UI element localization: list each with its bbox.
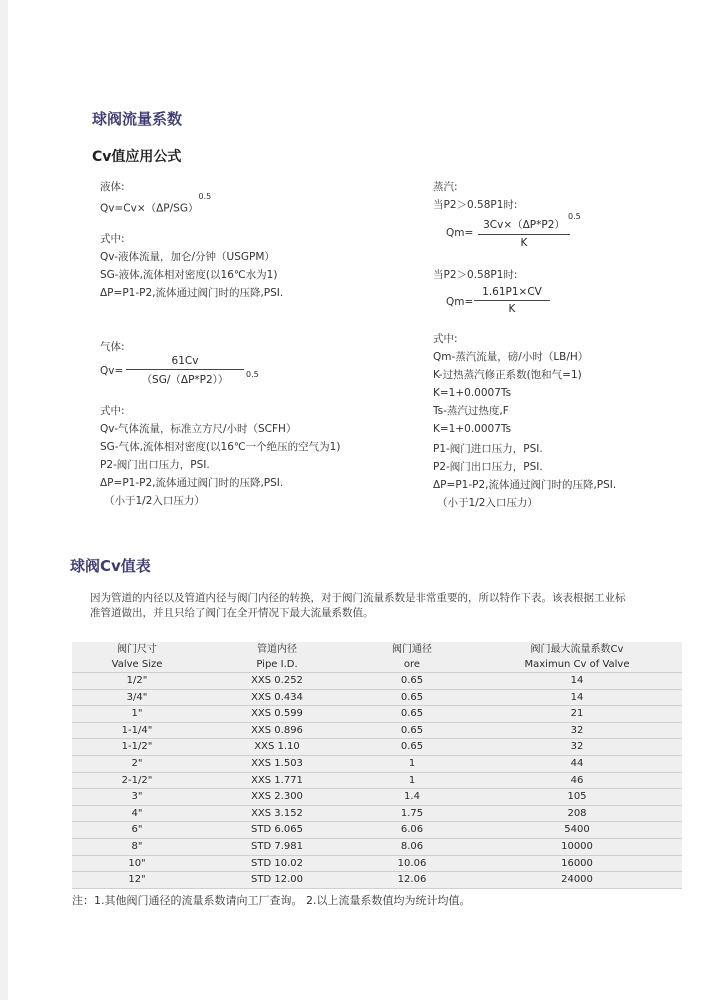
- gas-def: SG-气体,流体相对密度(以16℃一个绝压的空气为1): [100, 441, 341, 453]
- steam-formula1-numerator: 3Cv×（ΔP*P2）: [483, 219, 565, 231]
- table-cell: 10.06: [352, 855, 472, 872]
- table-cell: 4": [72, 805, 202, 822]
- table-row: [72, 772, 682, 789]
- table-row: [72, 673, 682, 690]
- column-header: ore: [352, 657, 472, 673]
- gas-def: P2-阀门出口压力，PSI.: [100, 459, 210, 471]
- table-cell: 14: [472, 689, 682, 706]
- fraction-bar: [474, 300, 550, 301]
- gas-where: 式中:: [100, 405, 125, 417]
- table-row: [72, 789, 682, 806]
- liquid-formula-text: Qv=Cv×（ΔP/SG）: [100, 202, 199, 215]
- steam-def: K=1+0.0007Ts: [433, 387, 512, 399]
- table-cell: 21: [472, 706, 682, 723]
- table-cell: STD 6.065: [202, 822, 352, 839]
- table-row: [72, 838, 682, 855]
- table-cell: 1": [72, 706, 202, 723]
- page-edge: [0, 0, 8, 1000]
- liquid-formula-exponent: 0.5: [198, 192, 212, 201]
- table-cell: 6": [72, 822, 202, 839]
- table-cell: 32: [472, 739, 682, 756]
- table-cell: XXS 0.252: [202, 673, 352, 690]
- table-cell: 8.06: [352, 838, 472, 855]
- table-cell: 24000: [472, 872, 682, 889]
- table-cell: 0.65: [352, 689, 472, 706]
- steam-formula2-lhs: Qm=: [446, 296, 474, 308]
- page-title: 球阀流量系数: [92, 110, 183, 128]
- table-cell: 16000: [472, 855, 682, 872]
- steam-formula1-denominator: K: [520, 237, 528, 249]
- table-cell: 8": [72, 838, 202, 855]
- table-cell: 2": [72, 755, 202, 772]
- table-cell: XXS 0.434: [202, 689, 352, 706]
- table-cell: XXS 0.599: [202, 706, 352, 723]
- table-cell: 1: [352, 755, 472, 772]
- table-cell: 1-1/4": [72, 722, 202, 739]
- table-row: [72, 689, 682, 706]
- table-cell: 14: [472, 673, 682, 690]
- steam-label: 蒸汽:: [433, 181, 458, 193]
- gas-def: （小于1/2入口压力）: [104, 495, 205, 507]
- table-cell: 208: [472, 805, 682, 822]
- table-cell: XXS 2.300: [202, 789, 352, 806]
- table-cell: XXS 1.771: [202, 772, 352, 789]
- table-row: [72, 805, 682, 822]
- gas-formula-denominator: （SG/（ΔP*P2））: [141, 374, 229, 386]
- gas-formula-numerator: 61Cv: [171, 355, 199, 367]
- table-cell: 1/2": [72, 673, 202, 690]
- table-row: [72, 872, 682, 889]
- table-cell: 12.06: [352, 872, 472, 889]
- column-header: 阀门最大流量系数Cv: [530, 644, 624, 655]
- steam-condition-1: 当P2＞0.58P1时:: [433, 199, 518, 211]
- table-intro: 因为管道的内径以及管道内径与阀门内径的转换，对于阀门流量系数是非常重要的，所以特作下表。该表根据工业标准管道做出，并且只给了阀门在全开情况下最大流量系数值。: [90, 592, 626, 619]
- table-cell: 46: [472, 772, 682, 789]
- table-cell: XXS 1.503: [202, 755, 352, 772]
- steam-formula2-denominator: K: [508, 303, 516, 315]
- column-header: Valve Size: [72, 657, 202, 673]
- table-cell: XXS 0.896: [202, 722, 352, 739]
- fraction-bar: [126, 369, 244, 370]
- table-row: [72, 739, 682, 756]
- column-header: Maximun Cv of Valve: [472, 657, 682, 673]
- table-row: [72, 755, 682, 772]
- cv-table: [72, 642, 682, 889]
- liquid-def: SG-液体,流体相对密度(以16℃水为1): [100, 269, 278, 281]
- gas-formula-exponent: 0.5: [246, 370, 259, 379]
- steam-condition-2: 当P2＞0.58P1时:: [433, 269, 518, 281]
- table-row: [72, 706, 682, 723]
- table-footnote: 注：1.其他阀门通径的流量系数请向工厂查询。 2.以上流量系数值均为统计均值。: [72, 894, 471, 907]
- liquid-formula: [100, 192, 212, 216]
- table-cell: 1.75: [352, 805, 472, 822]
- steam-def: ΔP=P1-P2,流体通过阀门时的压降,PSI.: [433, 479, 617, 491]
- steam-formula1-fraction: [478, 217, 570, 249]
- steam-def: Qm-蒸汽流量，磅/小时（LB/H）: [433, 351, 589, 363]
- steam-formula1-exponent: 0.5: [568, 212, 581, 221]
- table-row: [72, 822, 682, 839]
- steam-def: P2-阀门出口压力，PSI.: [433, 461, 543, 473]
- table-cell: 10000: [472, 838, 682, 855]
- table-cell: 0.65: [352, 739, 472, 756]
- table-cell: 105: [472, 789, 682, 806]
- table-cell: STD 10.02: [202, 855, 352, 872]
- table-cell: 2-1/2": [72, 772, 202, 789]
- column-header: 阀门尺寸: [117, 644, 157, 655]
- table-cell: 5400: [472, 822, 682, 839]
- table-cell: STD 12.00: [202, 872, 352, 889]
- liquid-where: 式中:: [100, 233, 125, 245]
- table-cell: 0.65: [352, 673, 472, 690]
- table-cell: XXS 3.152: [202, 805, 352, 822]
- column-header: 阀门通径: [392, 644, 432, 655]
- steam-def: P1-阀门进口压力，PSI.: [433, 443, 543, 455]
- table-cell: 12": [72, 872, 202, 889]
- table-header-row-cn: [72, 642, 682, 657]
- table-cell: 3": [72, 789, 202, 806]
- table-cell: 44: [472, 755, 682, 772]
- gas-def: ΔP=P1-P2,流体通过阀门时的压降,PSI.: [100, 477, 284, 489]
- fraction-bar: [478, 234, 570, 235]
- table-row: [72, 855, 682, 872]
- gas-label: 气体:: [100, 341, 125, 353]
- table-cell: 6.06: [352, 822, 472, 839]
- steam-formula2-fraction: [474, 286, 550, 315]
- steam-formula2-numerator: 1.61P1×CV: [482, 286, 542, 298]
- steam-formula1-lhs: Qm=: [446, 227, 474, 239]
- table-section-title: 球阀Cv值表: [70, 557, 151, 575]
- table-cell: STD 7.981: [202, 838, 352, 855]
- liquid-def: ΔP=P1-P2,流体通过阀门时的压降,PSI.: [100, 287, 284, 299]
- formula-subtitle: Cv值应用公式: [92, 149, 182, 165]
- gas-formula-fraction: [126, 355, 244, 387]
- table-cell: 1: [352, 772, 472, 789]
- column-header: Pipe I.D.: [202, 657, 352, 673]
- steam-def: K-过热蒸汽修正系数(饱和气=1): [433, 369, 582, 381]
- gas-formula-lhs: Qv=: [100, 365, 124, 377]
- table-header-row-en: [72, 657, 682, 673]
- column-header: 管道内径: [257, 644, 297, 655]
- liquid-label: 液体:: [100, 181, 125, 193]
- table-cell: XXS 1.10: [202, 739, 352, 756]
- steam-def: K=1+0.0007Ts: [433, 423, 512, 435]
- table-cell: 0.65: [352, 722, 472, 739]
- steam-where: 式中:: [433, 333, 458, 345]
- table-cell: 10": [72, 855, 202, 872]
- table-cell: 32: [472, 722, 682, 739]
- steam-def: Ts-蒸汽过热度,F: [433, 405, 509, 417]
- table-cell: 1-1/2": [72, 739, 202, 756]
- table-row: [72, 722, 682, 739]
- gas-def: Qv-气体流量，标准立方尺/小时（SCFH）: [100, 423, 297, 435]
- steam-def: （小于1/2入口压力）: [437, 497, 538, 509]
- liquid-def: Qv-液体流量，加仑/分钟（USGPM）: [100, 251, 275, 263]
- table-cell: 1.4: [352, 789, 472, 806]
- table-cell: 0.65: [352, 706, 472, 723]
- table-cell: 3/4": [72, 689, 202, 706]
